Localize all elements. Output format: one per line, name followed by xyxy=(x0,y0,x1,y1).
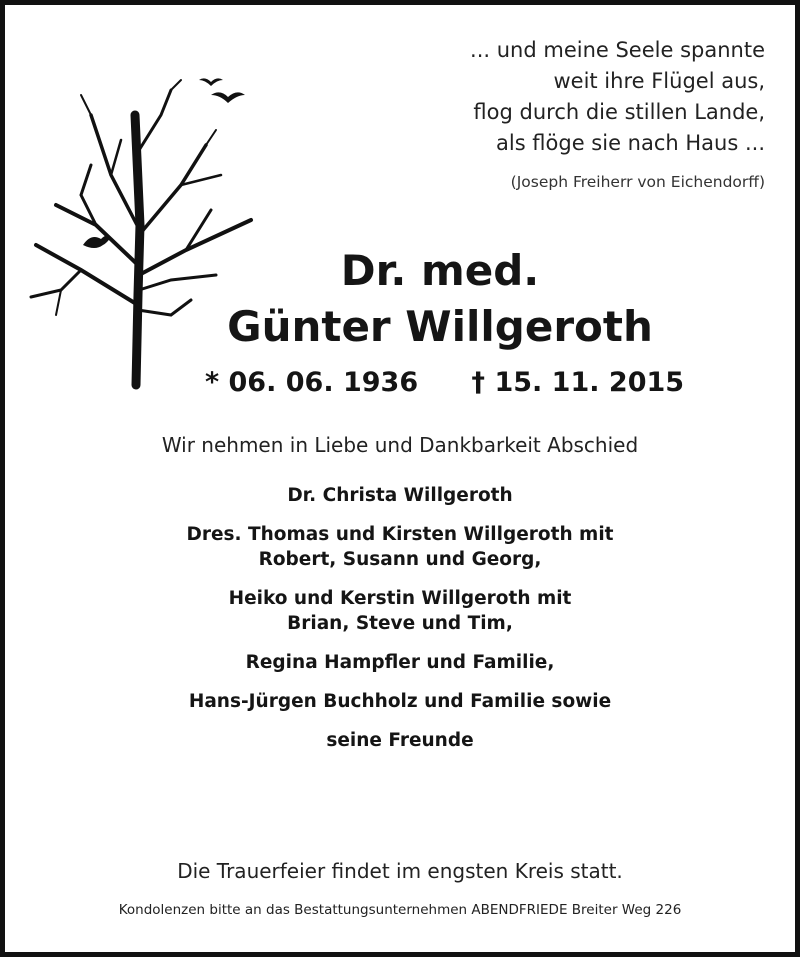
poem-line: als flöge sie nach Haus ... xyxy=(495,131,765,155)
mourner-entry xyxy=(5,689,795,714)
mourner-line: seine Freunde xyxy=(326,730,474,751)
deceased-title: Dr. med. xyxy=(340,246,540,295)
mourner-entry xyxy=(5,728,795,753)
mourner-entry xyxy=(5,483,795,508)
poem-line: weit ihre Flügel aus, xyxy=(553,69,765,93)
mourner-entry xyxy=(5,522,795,572)
mourner-line: Hans-Jürgen Buchholz und Familie sowie xyxy=(188,691,612,712)
mourner-line: Brian, Steve und Tim, xyxy=(287,613,513,634)
poem-quote xyxy=(470,35,765,159)
mourner-entry xyxy=(5,586,795,636)
death-date: † 15. 11. 2015 xyxy=(471,367,685,398)
mourner-line: Dr. Christa Willgeroth xyxy=(287,485,513,506)
mourner-line: Heiko und Kerstin Willgeroth mit xyxy=(228,588,572,609)
mourners-list xyxy=(5,483,795,767)
poem-author: (Joseph Freiherr von Eichendorff) xyxy=(510,173,765,191)
condolence-notice: Kondolenzen bitte an das Bestattungsunternehmen ABENDFRIEDE Breiter Weg 226 xyxy=(118,902,682,918)
poem-line: flog durch die stillen Lande, xyxy=(473,100,765,124)
poem-line: ... und meine Seele spannte xyxy=(470,38,765,62)
deceased-name-block xyxy=(5,243,800,355)
birth-date: * 06. 06. 1936 xyxy=(205,367,419,398)
deceased-name: Günter Willgeroth xyxy=(227,302,653,351)
farewell-text: Wir nehmen in Liebe und Dankbarkeit Abschied xyxy=(161,433,639,457)
ceremony-notice: Die Trauerfeier findet im engsten Kreis statt. xyxy=(177,859,623,883)
mourner-line: Regina Hampfler und Familie, xyxy=(245,652,555,673)
mourner-line: Robert, Susann und Georg, xyxy=(258,549,542,570)
mourner-line: Dres. Thomas und Kirsten Willgeroth mit xyxy=(186,524,614,545)
mourner-entry xyxy=(5,650,795,675)
life-dates xyxy=(205,367,684,398)
